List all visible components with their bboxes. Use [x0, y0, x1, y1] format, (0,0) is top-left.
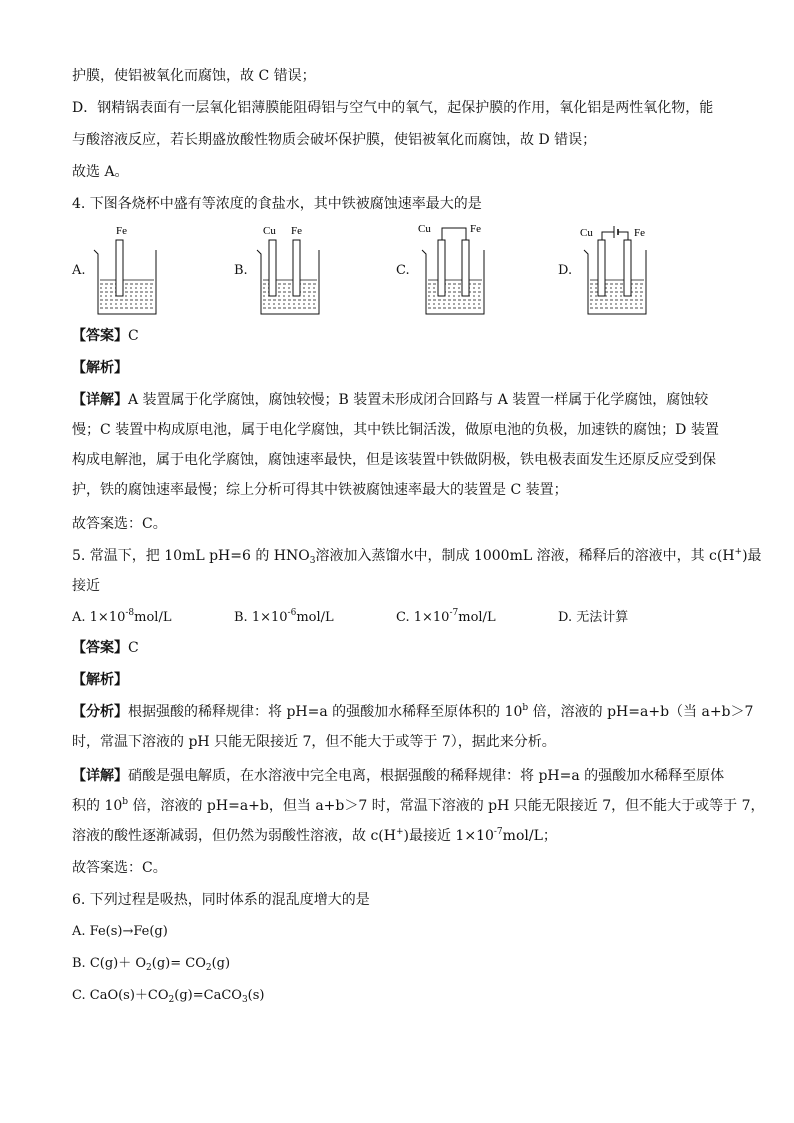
electrode-label: Cu [580, 227, 593, 239]
answer-tag: 【答案】 [72, 328, 128, 344]
option-a-letter: A. [72, 263, 86, 278]
answer-value: C [128, 328, 139, 344]
option-b: B. $1\times 10^{-6}mol/L$ [234, 608, 334, 625]
electrode-label: Fe [634, 227, 645, 239]
answer-line [72, 326, 139, 346]
question-6-stem: 6. 下列过程是吸热，同时体系的混乱度增大的是 [72, 892, 370, 908]
text-line: 护膜，使铝被氧化而腐蚀，故 C 错误； [72, 68, 316, 84]
electrode-label: Fe [116, 225, 127, 237]
detail-line: 慢；C 装置中构成原电池，属于电化学腐蚀，其中铁比铜活泼，做原电池的负极，加速铁的腐蚀；D 装置 [72, 422, 719, 438]
detail-line: 构成电解池，属于电化学腐蚀，腐蚀速率最快，但是该装置中铁做阴极，铁电极表面发生还原反应受到保 [72, 452, 716, 468]
beaker-d-figure [582, 218, 662, 318]
beaker-b-figure [255, 222, 325, 318]
question-4-stem: 4. 下图各烧杯中盛有等浓度的食盐水，其中铁被腐蚀速率最大的是 [72, 196, 482, 212]
beaker-a-figure [92, 222, 162, 318]
option-d: D. 无法计算 [558, 610, 629, 625]
fenxi-tag: 【分析】 [72, 704, 128, 720]
answer-value: C [128, 640, 139, 656]
conclusion-line: 故答案选：C。 [72, 860, 167, 876]
question-5-stem-cont: 接近 [72, 578, 100, 594]
answer-line [72, 638, 139, 658]
analysis-tag: 【解析】 [72, 360, 128, 376]
electrode-label: Cu [263, 225, 276, 237]
text-line: D．钢精锅表面有一层氧化铝薄膜能阻碍铝与空气中的氧气，起保护膜的作用，氧化铝是两性氧化物，能 [72, 100, 714, 116]
option-c-letter: C. [396, 263, 410, 278]
detail-tag: 【详解】 [72, 392, 128, 408]
text-line: 与酸溶液反应，若长期盛放酸性物质会破坏保护膜，使铝被氧化而腐蚀，故 D 错误； [72, 132, 597, 148]
option-b: B. $C(g)+ O_2(g)= CO_2(g)$ [72, 956, 231, 973]
option-c: C. $1\times 10^{-7}mol/L$ [396, 608, 496, 625]
option-a: A. Fe(s)→Fe(g) [72, 924, 168, 939]
detail-tag: 【详解】 [72, 768, 128, 784]
conclusion-line: 故答案选：C。 [72, 516, 167, 532]
option-b-letter: B. [234, 263, 248, 278]
detail-line: 积的 10$^b$ 倍，溶液的 pH=a+b，但当 a+b＞7 时，常温下溶液的 pH 只能无限接近 7，但不能大于或等于 7， [72, 797, 765, 814]
beaker-c-figure [418, 216, 498, 318]
fenxi-line: 【分析】根据强酸的稀释规律：将 pH=a 的强酸加水稀释至原体积的 10$^b$ 倍，溶液的 pH=a+b（当 a+b＞7 [72, 703, 754, 720]
question-5-stem: 5. 常温下，把 10mL pH=6 的 $HNO_3$溶液加入蒸馏水中，制成 1000mL 溶液，稀释后的溶液中，其 c(H+)最 [72, 547, 762, 566]
detail-line: 护，铁的腐蚀速率最慢；综上分析可得其中铁被腐蚀速率最大的装置是 C 装置； [72, 482, 568, 498]
fenxi-line: 时，常温下溶液的 pH 只能无限接近 7，但不能大于或等于 7），据此来分析。 [72, 734, 556, 750]
text-line: 故选 A。 [72, 164, 129, 180]
option-a: A. $1\times 10^{-8}mol/L$ [72, 608, 172, 625]
detail-line: 溶液的酸性逐渐减弱，但仍然为弱酸性溶液，故 c(H+)最接近 $1\times 10^{-7}mol/L$； [72, 827, 557, 844]
detail-line: 【详解】A 装置属于化学腐蚀，腐蚀较慢；B 装置未形成闭合回路与 A 装置一样属于化学腐蚀，腐蚀较 [72, 392, 709, 408]
answer-tag: 【答案】 [72, 640, 128, 656]
electrode-label: Fe [470, 223, 481, 235]
option-c: C. $CaO(s)+CO_2(g)=CaCO_3(s)$ [72, 988, 265, 1005]
detail-line: 【详解】硝酸是强电解质，在水溶液中完全电离，根据强酸的稀释规律：将 pH=a 的强酸加水稀释至原体 [72, 768, 725, 784]
electrode-label: Fe [291, 225, 302, 237]
analysis-tag: 【解析】 [72, 672, 128, 688]
electrode-label: Cu [418, 223, 431, 235]
option-d-letter: D. [558, 263, 573, 278]
